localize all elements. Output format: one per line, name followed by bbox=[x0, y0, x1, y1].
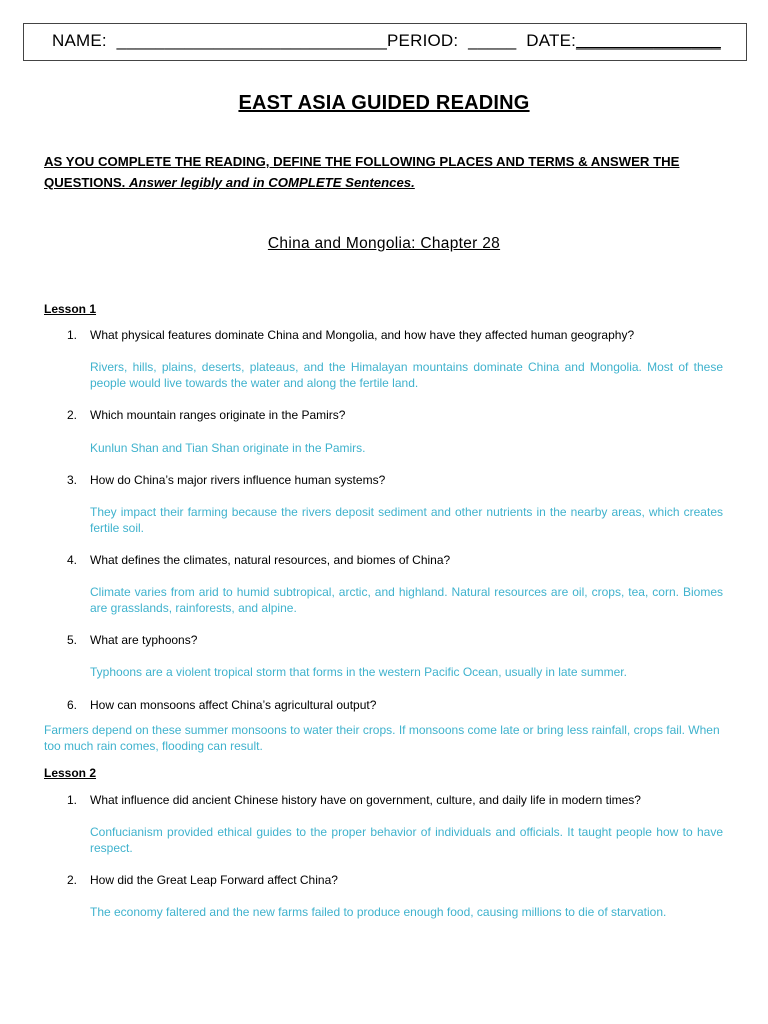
question-text: What defines the climates, natural resources, and biomes of China? bbox=[90, 553, 451, 567]
question-text: What are typhoons? bbox=[90, 633, 198, 647]
question-text: How did the Great Leap Forward affect China? bbox=[90, 873, 338, 887]
question-text: How do China’s major rivers influence human systems? bbox=[90, 473, 386, 487]
lesson-title: Lesson 1 bbox=[44, 302, 97, 316]
question-number: 2. bbox=[67, 873, 78, 887]
document-title: EAST ASIA GUIDED READING bbox=[238, 92, 530, 114]
lesson-title: Lesson 2 bbox=[44, 766, 97, 780]
name-period-date-labels: NAME: ____________________________PERIOD: _____ DATE: bbox=[52, 31, 577, 50]
question-text: How can monsoons affect China’s agricultural output? bbox=[90, 698, 377, 712]
question-number: 5. bbox=[67, 633, 78, 647]
instructions bbox=[44, 151, 734, 193]
question-number: 4. bbox=[67, 553, 78, 567]
answer-text: Kunlun Shan and Tian Shan originate in the Pamirs. bbox=[90, 441, 366, 455]
question-number: 1. bbox=[67, 793, 78, 807]
instructions-main: AS YOU COMPLETE THE READING, DEFINE THE FOLLOWING PLACES AND TERMS & ANSWER THE QUESTIONS. bbox=[44, 154, 680, 190]
answer-text: Typhoons are a violent tropical storm that forms in the western Pacific Ocean, usually in late summer. bbox=[90, 665, 627, 679]
date-blank: _______________ bbox=[576, 31, 721, 50]
question-text: What physical features dominate China and Mongolia, and how have they affected human geography? bbox=[90, 328, 635, 342]
answer-text: Confucianism provided ethical guides to the proper behavior of individuals and officials. It taught people how to have respect. bbox=[90, 825, 723, 855]
question-text: What influence did ancient Chinese history have on government, culture, and daily life in modern times? bbox=[90, 793, 641, 807]
question-text: Which mountain ranges originate in the Pamirs? bbox=[90, 408, 346, 422]
answer-text: Farmers depend on these summer monsoons to water their crops. If monsoons come late or bring less rainfall, crops fail. When too much rain comes, flooding can result. bbox=[44, 723, 720, 753]
instructions-emphasis: Answer legibly and in COMPLETE Sentences. bbox=[129, 175, 415, 190]
answer-text: Climate varies from arid to humid subtropical, arctic, and highland. Natural resources are oil, crops, tea, corn. Biomes are grasslands, rainforests, and alpine. bbox=[90, 585, 723, 615]
student-info-line bbox=[52, 31, 721, 51]
answer-text: Rivers, hills, plains, deserts, plateaus, and the Himalayan mountains dominate China and Mongolia. Most of these people would live towards the water and along the fertile land. bbox=[90, 360, 723, 390]
answer-text: The economy faltered and the new farms failed to produce enough food, causing millions to die of starvation. bbox=[90, 905, 667, 919]
question-number: 2. bbox=[67, 408, 78, 422]
question-number: 1. bbox=[67, 328, 78, 342]
question-number: 6. bbox=[67, 698, 78, 712]
chapter-title: China and Mongolia: Chapter 28 bbox=[267, 235, 501, 252]
student-info-box bbox=[23, 23, 747, 61]
question-number: 3. bbox=[67, 473, 78, 487]
answer-text: They impact their farming because the rivers deposit sediment and other nutrients in the nearby areas, which creates fertile soil. bbox=[90, 505, 723, 535]
